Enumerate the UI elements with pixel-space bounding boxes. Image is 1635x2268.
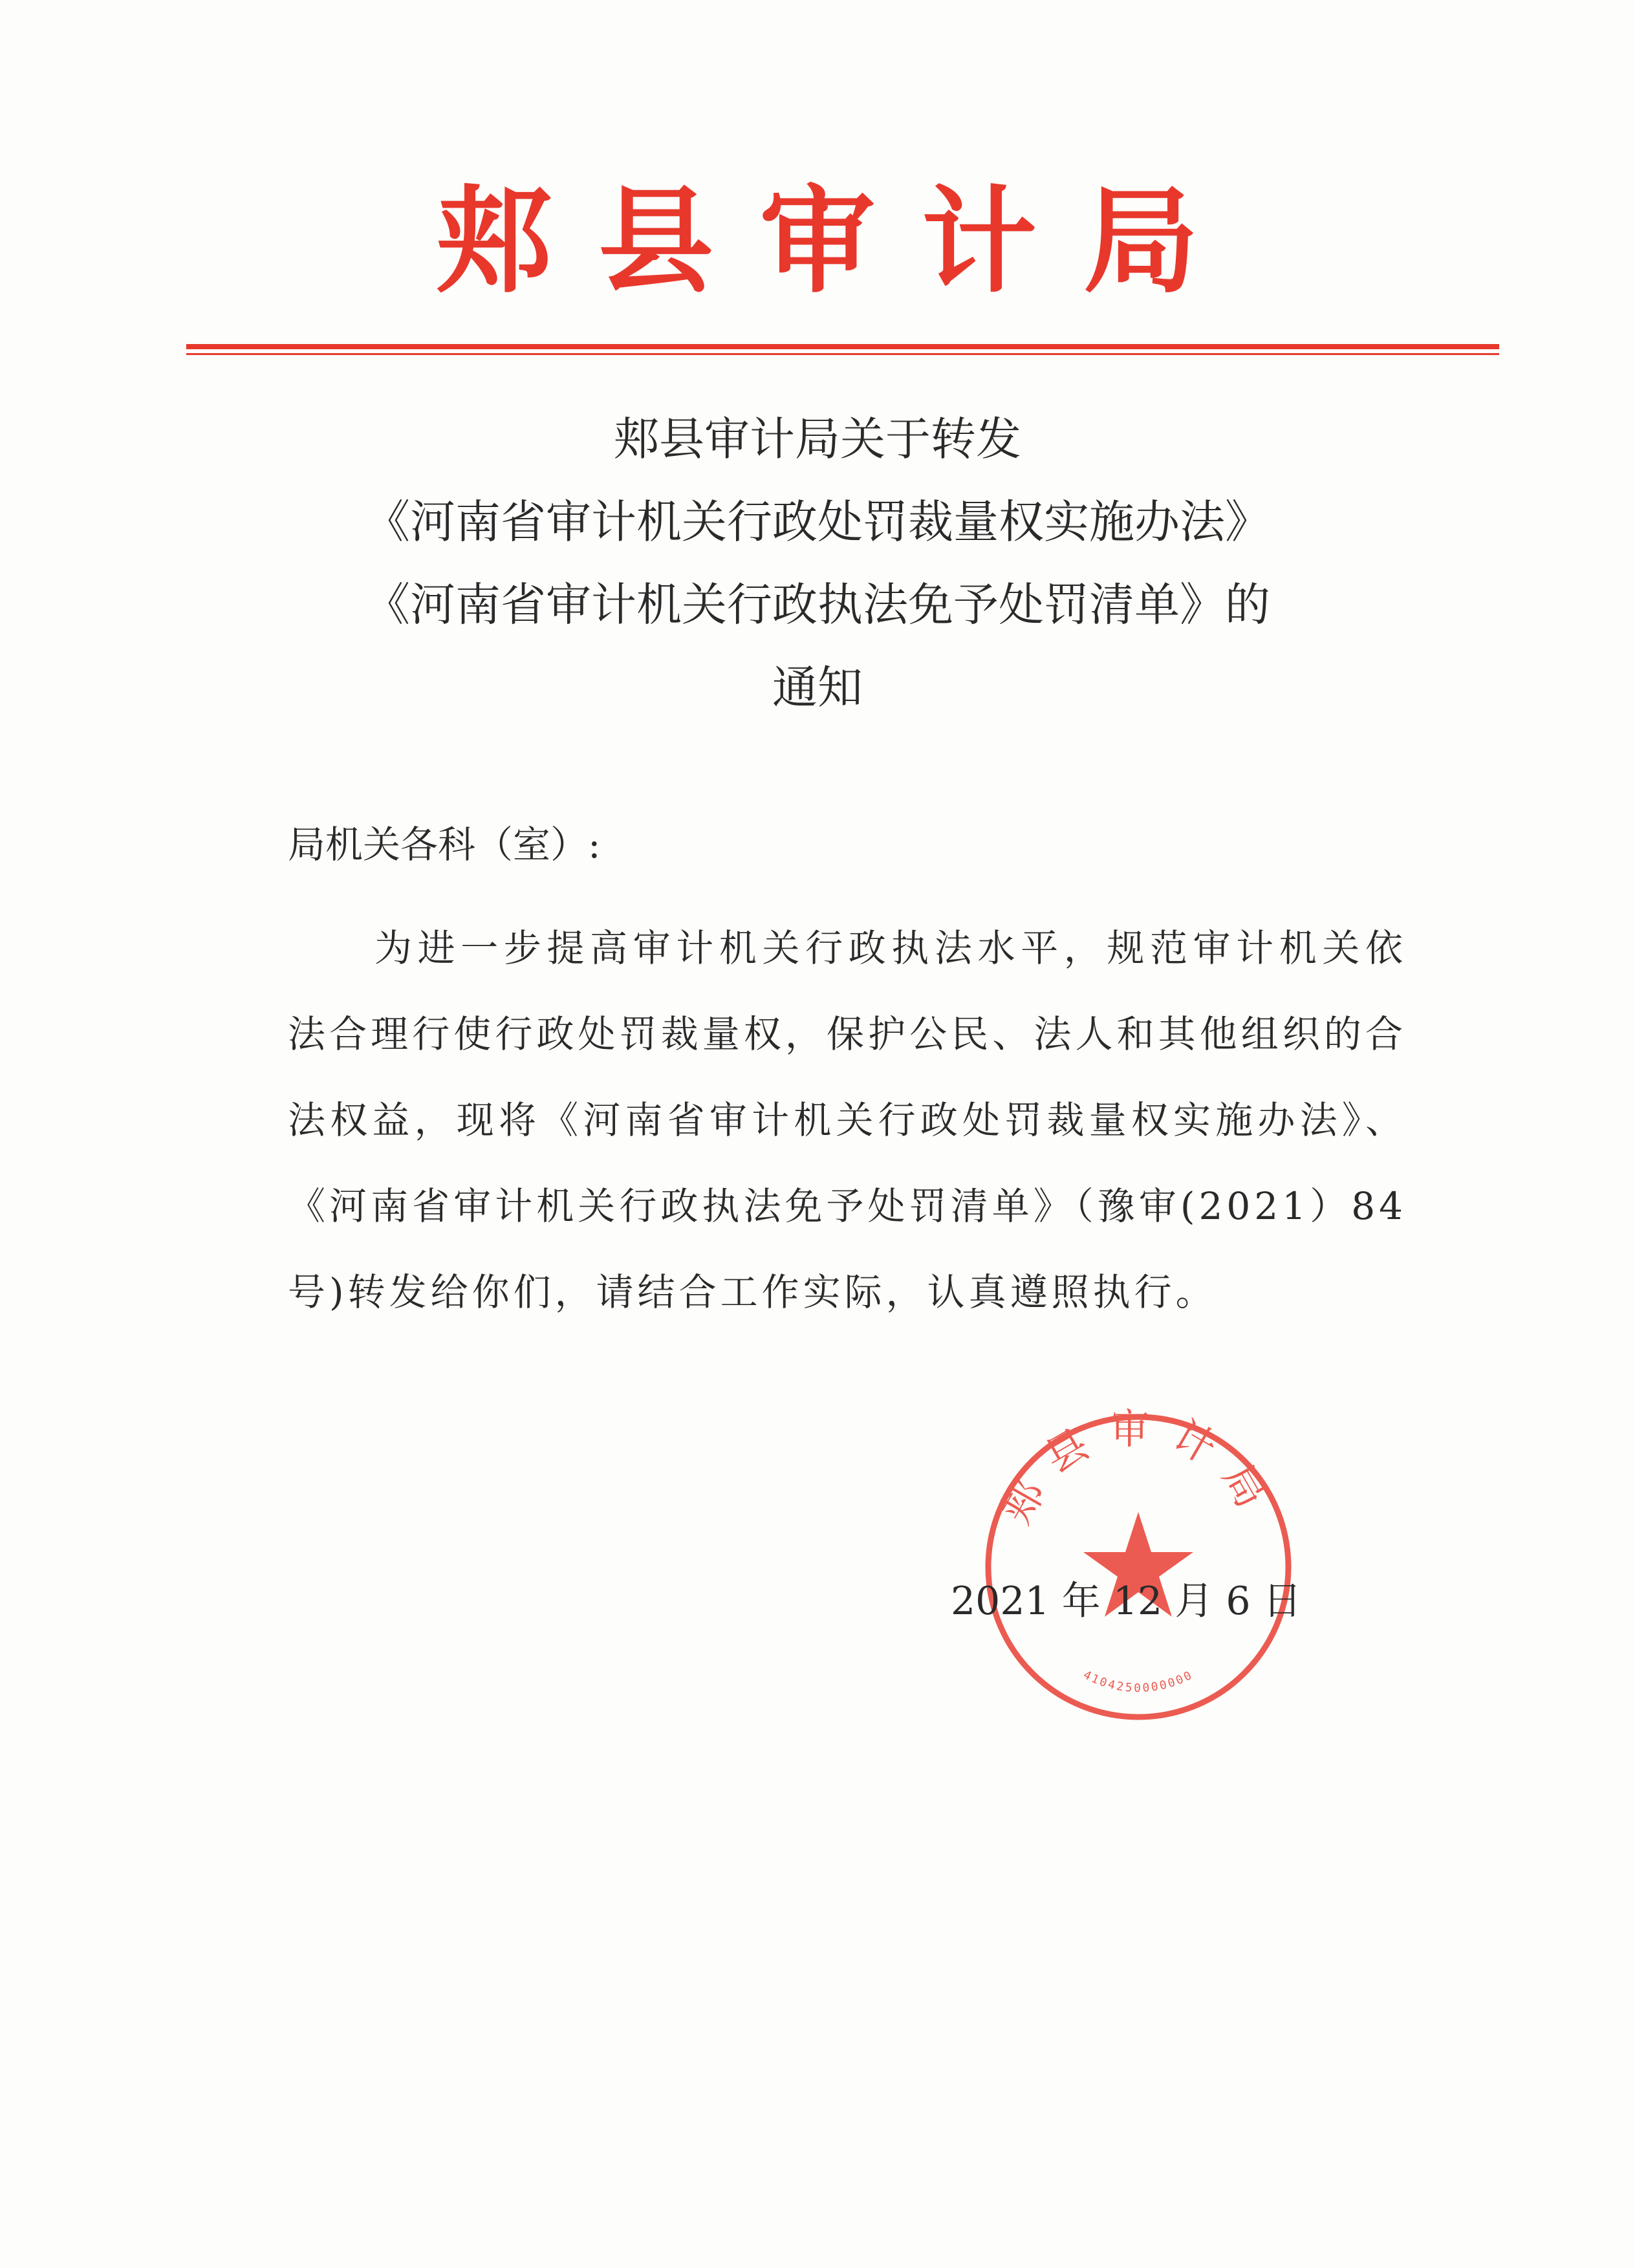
signing-date: 2021 年 12 月 6 日 [951, 1579, 1302, 1624]
document-title [0, 398, 1635, 729]
document-title-line: 《河南省审计机关行政执法免予处罚清单》的 [365, 578, 1270, 631]
salutation: 局机关各科（室）: [288, 823, 601, 867]
body-text [288, 905, 1407, 1335]
header-red-rule-thin [186, 353, 1499, 355]
document-title-line: 《河南省审计机关行政处罚裁量权实施办法》 [365, 495, 1270, 548]
document-title-line: 郏县审计局关于转发 [614, 413, 1021, 466]
seal-code-text [1081, 1668, 1195, 1695]
seal-graphic [980, 1409, 1297, 1725]
header-red-rule-thick [186, 344, 1499, 349]
body-paragraph: 为进一步提高审计机关行政执法水平，规范审计机关依法合理行使行政处罚裁量权，保护公民、法人和其他组织的合法权益，现将《河南省审计机关行政处罚裁量权实施办法》、《河南省审计机关行政执法免予处罚清单》（豫审(2021）84号)转发给你们，请结合工作实际，认真遵照执行。 [288, 926, 1407, 1314]
issuer-header-title: 郏县审计局 [437, 175, 1245, 308]
document-title-line: 通知 [772, 661, 863, 714]
seal-arc-textpath: 郏县审计局 [992, 1409, 1284, 1532]
official-seal [980, 1409, 1297, 1725]
seal-code-textpath: 4104250000000 [1081, 1668, 1196, 1696]
